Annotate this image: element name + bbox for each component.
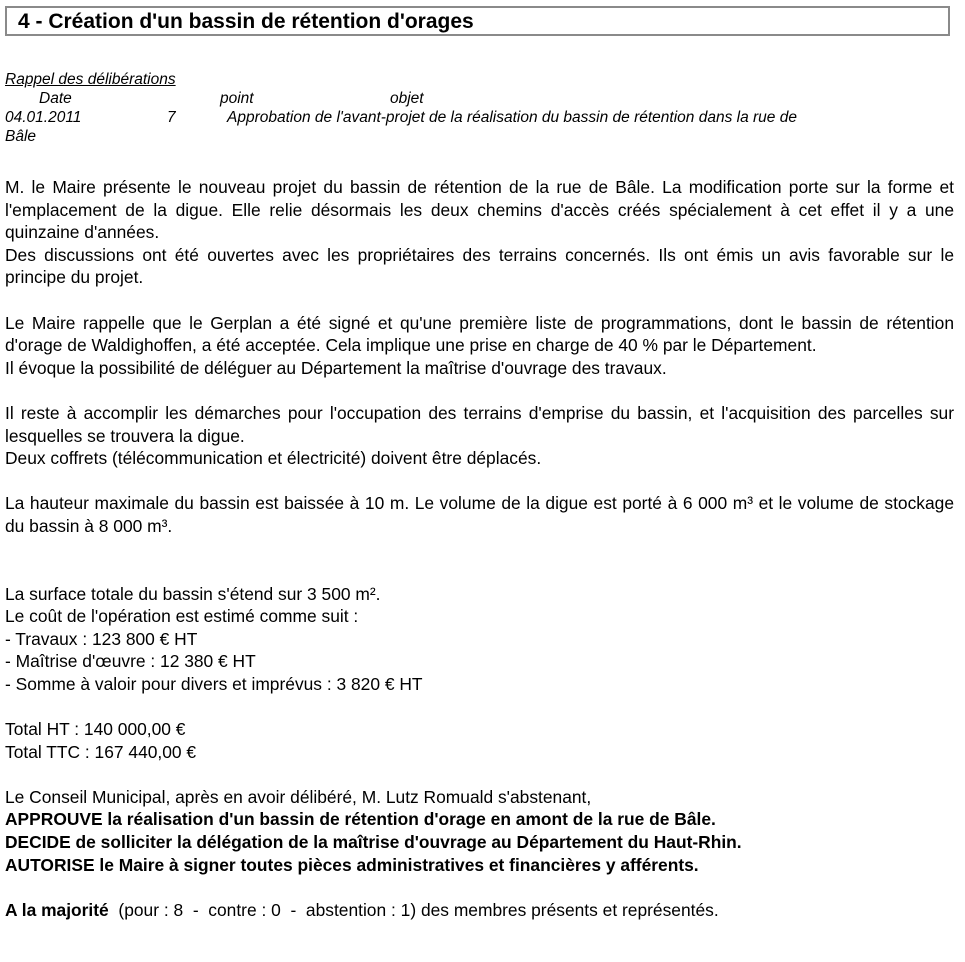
vote-label: A la majorité (5, 899, 109, 920)
section-title: 4 - Création d'un bassin de rétention d'orages (5, 6, 950, 36)
decision-approve: APPROUVE la réalisation d'un bassin de rétention d'orage en amont de la rue de Bâle. (5, 809, 716, 830)
recall-row-point: 7 (167, 109, 176, 126)
recall-row (5, 108, 955, 146)
recall-row-date: 04.01.2011 (5, 109, 82, 126)
paragraph-discussions: Des discussions ont été ouvertes avec les propriétaires des terrains concernés. Ils ont émis un avis favorable sur le principe du projet. (5, 244, 954, 288)
paragraph-cost-intro: Le coût de l'opération est estimé comme suit : (5, 606, 359, 627)
cost-item: - Somme à valoir pour divers et imprévus : 3 820 € HT (5, 673, 423, 694)
total-ttc: Total TTC : 167 440,00 € (5, 741, 197, 762)
paragraph-project: M. le Maire présente le nouveau projet du bassin de rétention de la rue de Bâle. La modification porte sur la forme et l'emplacement de la digue. Elle relie désormais les deux chemins d'accès créés spécialement à cet effet il y a une quinzaine d'années. (5, 177, 954, 243)
paragraph-delegation: Il évoque la possibilité de déléguer au Département la maîtrise d'ouvrage des travaux. (5, 357, 667, 378)
paragraph-dimensions: La hauteur maximale du bassin est baissée à 10 m. Le volume de la digue est porté à 6 000 m³ et le volume de stockage du bassin à 8 000 m³. (5, 493, 954, 536)
deliberation-body (5, 176, 954, 921)
column-header-date: Date (39, 90, 72, 107)
paragraph-boxes: Deux coffrets (télécommunication et électricité) doivent être déplacés. (5, 448, 542, 469)
total-ht: Total HT : 140 000,00 € (5, 719, 186, 740)
column-header-point: point (220, 90, 254, 107)
deliberation-recall (5, 70, 955, 146)
recall-row-object-continued: Bâle (5, 128, 37, 145)
decision-decide: DECIDE de solliciter la délégation de la maîtrise d'ouvrage au Département du Haut-Rhin. (5, 832, 742, 853)
recall-column-headers (5, 89, 955, 108)
recall-row-object: Approbation de l'avant-projet de la réalisation du bassin de rétention dans la rue de (227, 109, 797, 126)
decision-authorize: AUTORISE le Maire à signer toutes pièces administratives et financières y afférents. (5, 854, 699, 875)
cost-item: - Maîtrise d'œuvre : 12 380 € HT (5, 651, 256, 672)
paragraph-surface: La surface totale du bassin s'étend sur 3 500 m². (5, 583, 381, 604)
recall-heading: Rappel des délibérations (5, 71, 176, 88)
paragraph-gerplan: Le Maire rappelle que le Gerplan a été signé et qu'une première liste de programmations, dont le bassin de rétention d'orage de Waldighoffen, a été acceptée. Cela implique une prise en charge de 40 % par le Département. (5, 312, 954, 356)
cost-item: - Travaux : 123 800 € HT (5, 628, 198, 649)
column-header-object: objet (390, 90, 424, 107)
paragraph-procedures: Il reste à accomplir les démarches pour l'occupation des terrains d'emprise du bassin, et l'acquisition des parcelles sur lesquelles se trouvera la digue. (5, 402, 954, 446)
vote-result (5, 899, 954, 922)
council-statement: Le Conseil Municipal, après en avoir délibéré, M. Lutz Romuald s'abstenant, (5, 786, 592, 807)
vote-detail: (pour : 8 - contre : 0 - abstention : 1) des membres présents et représentés. (108, 899, 719, 920)
